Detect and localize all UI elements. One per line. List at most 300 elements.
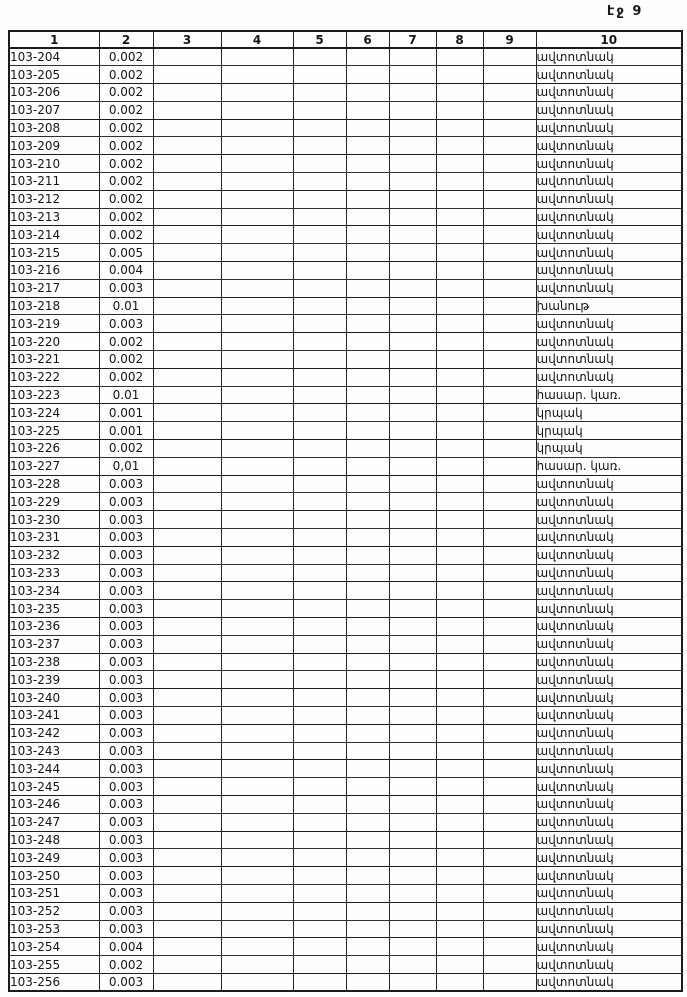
empty-cell (483, 475, 536, 493)
empty-cell (293, 760, 346, 778)
empty-cell (293, 938, 346, 956)
empty-cell (483, 564, 536, 582)
value-cell: 0.002 (99, 368, 153, 386)
empty-cell (221, 920, 293, 938)
category-cell: ավտոտնակ (536, 351, 682, 369)
category-cell: ավտոտնակ (536, 475, 682, 493)
table-row (9, 618, 682, 636)
empty-cell (346, 119, 389, 137)
empty-cell (436, 190, 483, 208)
code-cell: 103-243 (9, 742, 99, 760)
category-cell: ավտոտնակ (536, 973, 682, 991)
table-row (9, 155, 682, 173)
empty-cell (389, 938, 436, 956)
empty-cell (153, 671, 221, 689)
empty-cell (389, 689, 436, 707)
value-cell: 0.003 (99, 778, 153, 796)
table-row (9, 190, 682, 208)
code-cell: 103-244 (9, 760, 99, 778)
empty-cell (389, 742, 436, 760)
empty-cell (153, 440, 221, 458)
empty-cell (293, 297, 346, 315)
empty-cell (483, 422, 536, 440)
empty-cell (346, 84, 389, 102)
code-cell: 103-214 (9, 226, 99, 244)
empty-cell (389, 333, 436, 351)
value-cell: 0.003 (99, 279, 153, 297)
code-cell: 103-237 (9, 635, 99, 653)
empty-cell (483, 315, 536, 333)
category-cell: ավտոտնակ (536, 618, 682, 636)
empty-cell (483, 653, 536, 671)
empty-cell (221, 831, 293, 849)
category-cell: ավտոտնակ (536, 529, 682, 547)
header-row (9, 31, 682, 48)
empty-cell (389, 795, 436, 813)
empty-cell (293, 475, 346, 493)
empty-cell (346, 48, 389, 66)
code-cell: 103-230 (9, 511, 99, 529)
category-cell: ավտոտնակ (536, 671, 682, 689)
empty-cell (346, 66, 389, 84)
value-cell: 0.003 (99, 635, 153, 653)
empty-cell (483, 173, 536, 191)
code-cell: 103-245 (9, 778, 99, 796)
empty-cell (293, 333, 346, 351)
empty-cell (483, 137, 536, 155)
value-cell: 0.002 (99, 333, 153, 351)
code-cell: 103-217 (9, 279, 99, 297)
empty-cell (436, 208, 483, 226)
empty-cell (221, 867, 293, 885)
value-cell: 0.003 (99, 475, 153, 493)
empty-cell (389, 582, 436, 600)
empty-cell (293, 600, 346, 618)
empty-cell (153, 884, 221, 902)
category-cell: հասար. կառ. (536, 457, 682, 475)
empty-cell (483, 351, 536, 369)
value-cell: 0.003 (99, 600, 153, 618)
empty-cell (221, 600, 293, 618)
code-cell: 103-215 (9, 244, 99, 262)
category-cell: ավտոտնակ (536, 724, 682, 742)
empty-cell (483, 618, 536, 636)
empty-cell (483, 760, 536, 778)
code-cell: 103-254 (9, 938, 99, 956)
empty-cell (346, 351, 389, 369)
empty-cell (293, 867, 346, 885)
category-cell: ավտոտնակ (536, 101, 682, 119)
empty-cell (483, 867, 536, 885)
code-cell: 103-255 (9, 956, 99, 974)
empty-cell (389, 48, 436, 66)
empty-cell (346, 600, 389, 618)
empty-cell (483, 440, 536, 458)
empty-cell (293, 48, 346, 66)
code-cell: 103-248 (9, 831, 99, 849)
code-cell: 103-210 (9, 155, 99, 173)
category-cell: ավտոտնակ (536, 938, 682, 956)
value-cell: 0.002 (99, 155, 153, 173)
empty-cell (483, 706, 536, 724)
table-row (9, 795, 682, 813)
table-row (9, 813, 682, 831)
empty-cell (293, 511, 346, 529)
code-cell: 103-204 (9, 48, 99, 66)
empty-cell (346, 884, 389, 902)
table-row (9, 689, 682, 707)
empty-cell (153, 831, 221, 849)
table-row (9, 778, 682, 796)
empty-cell (483, 48, 536, 66)
empty-cell (293, 315, 346, 333)
empty-cell (436, 119, 483, 137)
empty-cell (346, 262, 389, 280)
empty-cell (153, 867, 221, 885)
empty-cell (389, 226, 436, 244)
empty-cell (153, 973, 221, 991)
empty-cell (221, 849, 293, 867)
empty-cell (293, 902, 346, 920)
category-cell: ավտոտնակ (536, 795, 682, 813)
empty-cell (389, 760, 436, 778)
empty-cell (221, 190, 293, 208)
empty-cell (436, 902, 483, 920)
empty-cell (389, 404, 436, 422)
empty-cell (346, 795, 389, 813)
code-cell: 103-209 (9, 137, 99, 155)
value-cell: 0.003 (99, 795, 153, 813)
code-cell: 103-225 (9, 422, 99, 440)
empty-cell (483, 386, 536, 404)
empty-cell (389, 137, 436, 155)
value-cell: 0.003 (99, 511, 153, 529)
empty-cell (346, 457, 389, 475)
category-cell: ավտոտնակ (536, 333, 682, 351)
column-header-9: 9 (483, 31, 536, 48)
empty-cell (436, 155, 483, 173)
empty-cell (221, 742, 293, 760)
code-cell: 103-205 (9, 66, 99, 84)
empty-cell (389, 440, 436, 458)
empty-cell (436, 333, 483, 351)
code-cell: 103-251 (9, 884, 99, 902)
value-cell: 0.002 (99, 48, 153, 66)
empty-cell (221, 618, 293, 636)
code-cell: 103-228 (9, 475, 99, 493)
value-cell: 0.002 (99, 119, 153, 137)
empty-cell (389, 422, 436, 440)
code-cell: 103-232 (9, 546, 99, 564)
empty-cell (153, 457, 221, 475)
empty-cell (221, 724, 293, 742)
table-row (9, 422, 682, 440)
table-row (9, 66, 682, 84)
empty-cell (153, 546, 221, 564)
table-row (9, 262, 682, 280)
empty-cell (389, 635, 436, 653)
table-body (9, 48, 682, 991)
empty-cell (153, 529, 221, 547)
empty-cell (221, 813, 293, 831)
empty-cell (221, 208, 293, 226)
empty-cell (153, 190, 221, 208)
value-cell: 0.003 (99, 564, 153, 582)
empty-cell (389, 351, 436, 369)
value-cell: 0.003 (99, 493, 153, 511)
empty-cell (221, 671, 293, 689)
table-row (9, 938, 682, 956)
code-cell: 103-207 (9, 101, 99, 119)
empty-cell (436, 956, 483, 974)
empty-cell (221, 529, 293, 547)
empty-cell (436, 101, 483, 119)
table-row (9, 706, 682, 724)
empty-cell (293, 101, 346, 119)
empty-cell (293, 831, 346, 849)
empty-cell (221, 119, 293, 137)
empty-cell (153, 315, 221, 333)
empty-cell (483, 84, 536, 102)
empty-cell (293, 262, 346, 280)
category-cell: ավտոտնակ (536, 48, 682, 66)
value-cell: 0.003 (99, 706, 153, 724)
value-cell: 0.002 (99, 101, 153, 119)
empty-cell (389, 315, 436, 333)
category-cell: ավտոտնակ (536, 760, 682, 778)
empty-cell (221, 973, 293, 991)
empty-cell (483, 297, 536, 315)
code-cell: 103-253 (9, 920, 99, 938)
code-cell: 103-222 (9, 368, 99, 386)
empty-cell (483, 333, 536, 351)
empty-cell (221, 689, 293, 707)
table-row (9, 333, 682, 351)
empty-cell (483, 849, 536, 867)
column-header-2: 2 (99, 31, 153, 48)
empty-cell (436, 671, 483, 689)
value-cell: 0.005 (99, 244, 153, 262)
empty-cell (389, 813, 436, 831)
empty-cell (221, 706, 293, 724)
empty-cell (389, 529, 436, 547)
value-cell: 0.003 (99, 742, 153, 760)
empty-cell (221, 956, 293, 974)
empty-cell (153, 795, 221, 813)
category-cell: ավտոտնակ (536, 884, 682, 902)
code-cell: 103-224 (9, 404, 99, 422)
empty-cell (389, 101, 436, 119)
column-header-6: 6 (346, 31, 389, 48)
empty-cell (221, 226, 293, 244)
empty-cell (436, 226, 483, 244)
empty-cell (221, 66, 293, 84)
empty-cell (221, 101, 293, 119)
category-cell: ավտոտնակ (536, 155, 682, 173)
empty-cell (483, 190, 536, 208)
empty-cell (346, 867, 389, 885)
empty-cell (389, 155, 436, 173)
value-cell: 0.002 (99, 66, 153, 84)
empty-cell (389, 600, 436, 618)
empty-cell (346, 475, 389, 493)
empty-cell (436, 635, 483, 653)
code-cell: 103-238 (9, 653, 99, 671)
empty-cell (389, 618, 436, 636)
category-cell: ավտոտնակ (536, 546, 682, 564)
category-cell: ավտոտնակ (536, 244, 682, 262)
empty-cell (483, 938, 536, 956)
empty-cell (436, 867, 483, 885)
empty-cell (293, 208, 346, 226)
empty-cell (221, 938, 293, 956)
empty-cell (436, 368, 483, 386)
category-cell: ավտոտնակ (536, 849, 682, 867)
empty-cell (389, 920, 436, 938)
empty-cell (293, 422, 346, 440)
empty-cell (153, 493, 221, 511)
table-row (9, 529, 682, 547)
category-cell: կրպակ (536, 422, 682, 440)
table-row (9, 653, 682, 671)
empty-cell (293, 155, 346, 173)
empty-cell (221, 48, 293, 66)
empty-cell (436, 600, 483, 618)
empty-cell (293, 351, 346, 369)
value-cell: 0.003 (99, 724, 153, 742)
category-cell: ավտոտնակ (536, 66, 682, 84)
empty-cell (293, 404, 346, 422)
empty-cell (153, 475, 221, 493)
empty-cell (153, 137, 221, 155)
empty-cell (346, 849, 389, 867)
empty-cell (483, 902, 536, 920)
empty-cell (436, 653, 483, 671)
empty-cell (293, 546, 346, 564)
empty-cell (293, 778, 346, 796)
empty-cell (293, 582, 346, 600)
empty-cell (483, 813, 536, 831)
empty-cell (389, 66, 436, 84)
empty-cell (153, 84, 221, 102)
code-cell: 103-208 (9, 119, 99, 137)
empty-cell (221, 386, 293, 404)
category-cell: ավտոտնակ (536, 867, 682, 885)
category-cell: ավտոտնակ (536, 902, 682, 920)
table-row (9, 493, 682, 511)
empty-cell (389, 297, 436, 315)
table-row (9, 671, 682, 689)
empty-cell (153, 778, 221, 796)
empty-cell (389, 653, 436, 671)
empty-cell (436, 973, 483, 991)
code-cell: 103-216 (9, 262, 99, 280)
empty-cell (436, 66, 483, 84)
empty-cell (483, 457, 536, 475)
category-cell: ավտոտնակ (536, 600, 682, 618)
value-cell: 0.003 (99, 760, 153, 778)
empty-cell (293, 190, 346, 208)
empty-cell (153, 333, 221, 351)
empty-cell (346, 244, 389, 262)
empty-cell (153, 618, 221, 636)
data-table (8, 30, 683, 992)
category-cell: ավտոտնակ (536, 778, 682, 796)
empty-cell (346, 137, 389, 155)
empty-cell (436, 849, 483, 867)
empty-cell (221, 262, 293, 280)
table-row (9, 564, 682, 582)
empty-cell (436, 938, 483, 956)
code-cell: 103-234 (9, 582, 99, 600)
empty-cell (346, 368, 389, 386)
code-cell: 103-233 (9, 564, 99, 582)
empty-cell (483, 582, 536, 600)
empty-cell (221, 297, 293, 315)
code-cell: 103-250 (9, 867, 99, 885)
empty-cell (483, 119, 536, 137)
empty-cell (483, 956, 536, 974)
value-cell: 0.003 (99, 653, 153, 671)
code-cell: 103-213 (9, 208, 99, 226)
empty-cell (153, 66, 221, 84)
value-cell: 0.002 (99, 956, 153, 974)
empty-cell (346, 635, 389, 653)
empty-cell (436, 262, 483, 280)
table-row (9, 119, 682, 137)
empty-cell (483, 368, 536, 386)
empty-cell (221, 244, 293, 262)
category-cell: ավտոտնակ (536, 208, 682, 226)
empty-cell (221, 546, 293, 564)
code-cell: 103-252 (9, 902, 99, 920)
category-cell: ավտոտնակ (536, 84, 682, 102)
empty-cell (221, 457, 293, 475)
empty-cell (221, 404, 293, 422)
empty-cell (436, 920, 483, 938)
empty-cell (389, 546, 436, 564)
empty-cell (436, 48, 483, 66)
value-cell: 0.003 (99, 902, 153, 920)
empty-cell (346, 386, 389, 404)
empty-cell (221, 493, 293, 511)
category-cell: ավտոտնակ (536, 315, 682, 333)
empty-cell (153, 902, 221, 920)
empty-cell (293, 440, 346, 458)
empty-cell (389, 902, 436, 920)
empty-cell (346, 724, 389, 742)
empty-cell (346, 618, 389, 636)
empty-cell (483, 226, 536, 244)
category-cell: ավտոտնակ (536, 706, 682, 724)
code-cell: 103-242 (9, 724, 99, 742)
category-cell: ավտոտնակ (536, 137, 682, 155)
empty-cell (483, 244, 536, 262)
table-row (9, 956, 682, 974)
empty-cell (221, 564, 293, 582)
empty-cell (389, 244, 436, 262)
empty-cell (153, 351, 221, 369)
empty-cell (483, 671, 536, 689)
empty-cell (293, 956, 346, 974)
empty-cell (221, 760, 293, 778)
empty-cell (436, 564, 483, 582)
empty-cell (293, 618, 346, 636)
table-row (9, 101, 682, 119)
empty-cell (346, 706, 389, 724)
column-header-1: 1 (9, 31, 99, 48)
table-row (9, 724, 682, 742)
